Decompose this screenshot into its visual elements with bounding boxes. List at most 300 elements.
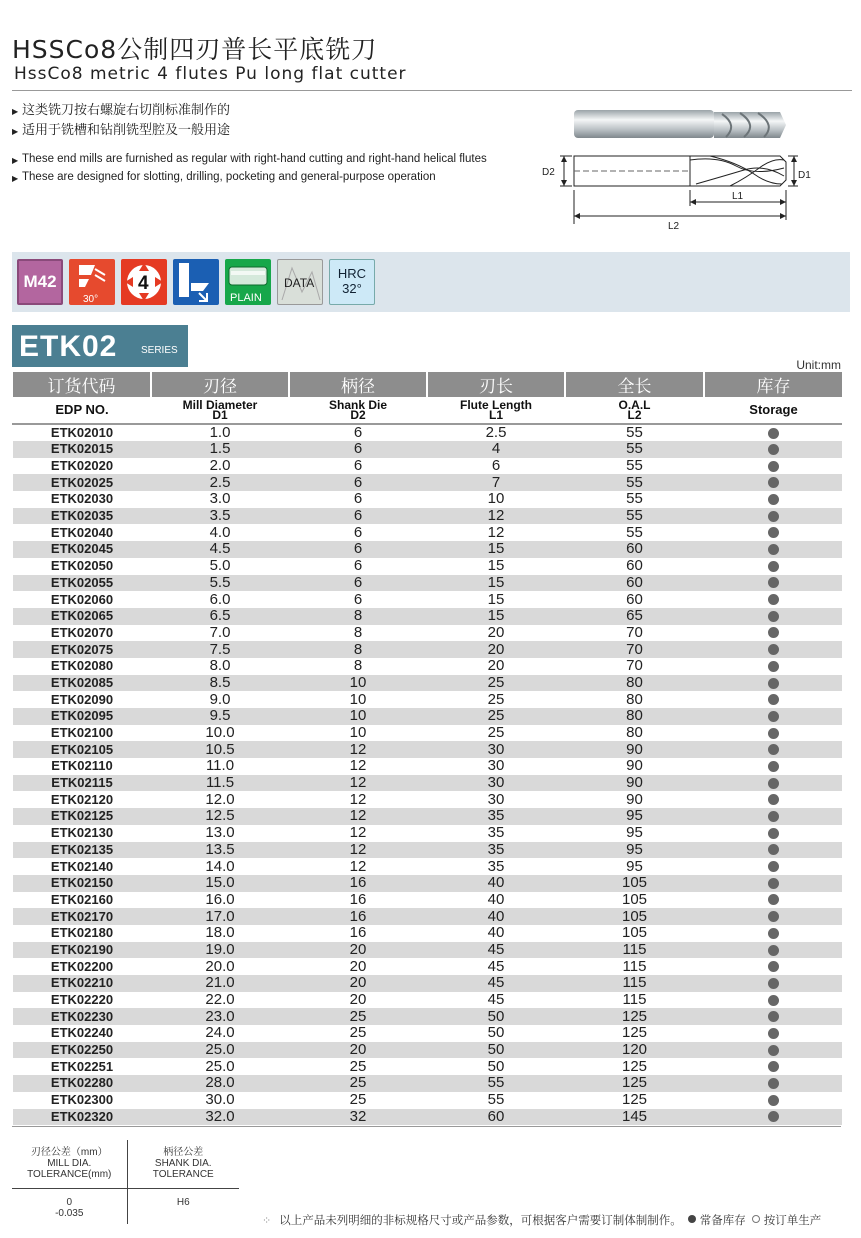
header-l2-en <box>565 397 704 424</box>
storage-cell <box>704 842 842 859</box>
data-sheet-icon <box>277 259 323 305</box>
storage-cell <box>704 925 842 942</box>
feature-text: These end mills are furnished as regular with right-hand cutting and right-hand helical flutes <box>22 153 487 165</box>
mill-tolerance-header <box>12 1140 127 1188</box>
overall-length-cell: 115 <box>565 975 704 992</box>
flute-length-cell: 20 <box>427 658 565 675</box>
flute-length-cell: 45 <box>427 958 565 975</box>
mill-diameter-cell: 25.0 <box>151 1042 289 1059</box>
mill-diameter-cell: 23.0 <box>151 1008 289 1025</box>
plain-shank-icon <box>225 259 271 305</box>
end-mill-drawing <box>540 104 840 234</box>
flute-length-cell: 30 <box>427 758 565 775</box>
storage-cell <box>704 558 842 575</box>
shank-diameter-cell: 6 <box>289 491 427 508</box>
edp-cell: ETK02085 <box>13 675 151 692</box>
edp-cell: ETK02070 <box>13 625 151 642</box>
hardness-icon <box>329 259 375 305</box>
storage-cell <box>704 1025 842 1042</box>
in-stock-dot-icon <box>768 561 779 572</box>
flute-length-cell: 6 <box>427 458 565 475</box>
edp-cell: ETK02110 <box>13 758 151 775</box>
header-text: TOLERANCE <box>152 1169 214 1181</box>
shank-diameter-cell: 16 <box>289 892 427 909</box>
flute-length-cell: 15 <box>427 575 565 592</box>
hrc-label: HRC <box>337 266 367 281</box>
shank-diameter-cell: 20 <box>289 975 427 992</box>
mill-diameter-cell: 24.0 <box>151 1025 289 1042</box>
in-stock-dot-icon <box>768 995 779 1006</box>
overall-length-cell: 90 <box>565 758 704 775</box>
table-row <box>13 741 842 758</box>
flute-count-icon <box>121 259 167 305</box>
mill-diameter-cell: 11.5 <box>151 775 289 792</box>
mill-diameter-cell: 25.0 <box>151 1058 289 1075</box>
flute-length-cell: 55 <box>427 1075 565 1092</box>
storage-cell <box>704 875 842 892</box>
flute-length-cell: 45 <box>427 992 565 1009</box>
overall-length-cell: 125 <box>565 1025 704 1042</box>
overall-length-cell: 60 <box>565 558 704 575</box>
table-row <box>13 441 842 458</box>
in-stock-dot-icon <box>768 828 779 839</box>
table-row <box>13 608 842 625</box>
edp-cell: ETK02320 <box>13 1109 151 1126</box>
overall-length-cell: 125 <box>565 1008 704 1025</box>
bullet-icon: ▶ <box>12 107 19 116</box>
mill-diameter-cell: 8.0 <box>151 658 289 675</box>
header-text: Shank Die <box>328 398 388 412</box>
table-row <box>13 875 842 892</box>
edp-cell: ETK02075 <box>13 641 151 658</box>
dim-l2-label: L2 <box>668 221 680 232</box>
mill-diameter-cell: 11.0 <box>151 758 289 775</box>
header-text: 柄径公差 <box>163 1147 204 1159</box>
in-stock-dot-icon <box>768 894 779 905</box>
in-stock-dot-icon <box>768 928 779 939</box>
overall-length-cell: 105 <box>565 875 704 892</box>
mill-diameter-cell: 12.5 <box>151 808 289 825</box>
header-d1-en <box>151 397 289 424</box>
overall-length-cell: 55 <box>565 474 704 491</box>
flute-length-cell: 40 <box>427 925 565 942</box>
in-stock-dot-icon <box>768 678 779 689</box>
table-row <box>13 1092 842 1109</box>
storage-cell <box>704 758 842 775</box>
mill-diameter-cell: 2.5 <box>151 474 289 491</box>
in-stock-dot-icon <box>768 477 779 488</box>
shank-diameter-cell: 12 <box>289 791 427 808</box>
edp-cell: ETK02035 <box>13 508 151 525</box>
mill-diameter-cell: 22.0 <box>151 992 289 1009</box>
shank-diameter-cell: 12 <box>289 775 427 792</box>
overall-length-cell: 60 <box>565 575 704 592</box>
shank-diameter-cell: 20 <box>289 992 427 1009</box>
shank-tolerance-value <box>127 1188 239 1224</box>
mill-diameter-cell: 9.5 <box>151 708 289 725</box>
table-row <box>13 1058 842 1075</box>
header-edp-cn: 订货代码 <box>13 372 151 397</box>
flute-length-cell: 12 <box>427 508 565 525</box>
overall-length-cell: 115 <box>565 958 704 975</box>
flute-length-cell: 15 <box>427 591 565 608</box>
flute-count-label: 4 <box>138 273 149 294</box>
table-row <box>13 458 842 475</box>
header-text: MILL DIA. <box>47 1158 92 1170</box>
storage-cell <box>704 625 842 642</box>
table-row <box>13 558 842 575</box>
plain-label: PLAIN <box>230 292 262 304</box>
bullet-icon: ▶ <box>12 156 19 165</box>
shank-diameter-cell: 16 <box>289 875 427 892</box>
table-row <box>13 1075 842 1092</box>
mill-diameter-cell: 4.5 <box>151 541 289 558</box>
storage-cell <box>704 1092 842 1109</box>
table-row <box>13 691 842 708</box>
overall-length-cell: 90 <box>565 791 704 808</box>
storage-cell <box>704 725 842 742</box>
storage-cell <box>704 858 842 875</box>
table-row <box>13 474 842 491</box>
hrc-value: 32° <box>342 281 362 296</box>
storage-cell <box>704 791 842 808</box>
flute-length-cell: 4 <box>427 441 565 458</box>
edp-cell: ETK02180 <box>13 925 151 942</box>
in-stock-dot-icon <box>768 978 779 989</box>
header-storage-en <box>704 397 842 424</box>
table-row <box>13 591 842 608</box>
edp-cell: ETK02160 <box>13 892 151 909</box>
edp-cell: ETK02015 <box>13 441 151 458</box>
storage-cell <box>704 491 842 508</box>
storage-cell <box>704 958 842 975</box>
shank-diameter-cell: 25 <box>289 1075 427 1092</box>
header-d2-en <box>289 397 427 424</box>
storage-cell <box>704 942 842 959</box>
edp-cell: ETK02190 <box>13 942 151 959</box>
shank-diameter-cell: 10 <box>289 708 427 725</box>
flute-length-cell: 40 <box>427 892 565 909</box>
overall-length-cell: 115 <box>565 942 704 959</box>
cutting-type-icon <box>173 259 219 305</box>
shank-diameter-cell: 25 <box>289 1025 427 1042</box>
edp-cell: ETK02045 <box>13 541 151 558</box>
mill-diameter-cell: 5.5 <box>151 575 289 592</box>
table-row <box>13 491 842 508</box>
overall-length-cell: 95 <box>565 842 704 859</box>
flute-length-cell: 2.5 <box>427 424 565 441</box>
table-row <box>13 725 842 742</box>
shank-diameter-cell: 6 <box>289 474 427 491</box>
in-stock-dot-icon <box>768 761 779 772</box>
storage-cell <box>704 975 842 992</box>
edp-cell: ETK02030 <box>13 491 151 508</box>
table-row <box>13 1025 842 1042</box>
storage-cell <box>704 775 842 792</box>
edp-cell: ETK02020 <box>13 458 151 475</box>
header-row-en <box>13 397 842 424</box>
in-stock-dot-icon <box>768 844 779 855</box>
series-code: ETK02 <box>19 330 118 363</box>
in-stock-dot-icon <box>768 794 779 805</box>
header-text: Storage <box>749 402 798 417</box>
made-to-order-circle-icon <box>752 1215 760 1223</box>
flute-length-cell: 20 <box>427 641 565 658</box>
shank-diameter-cell: 12 <box>289 808 427 825</box>
mill-diameter-cell: 18.0 <box>151 925 289 942</box>
in-stock-dot-icon <box>768 1111 779 1122</box>
shank-diameter-cell: 8 <box>289 658 427 675</box>
in-stock-dot-icon <box>768 661 779 672</box>
table-row <box>13 942 842 959</box>
storage-cell <box>704 992 842 1009</box>
shank-diameter-cell: 25 <box>289 1092 427 1109</box>
page-title-en: HssCo8 metric 4 flutes Pu long flat cutter <box>14 64 407 84</box>
mill-diameter-cell: 20.0 <box>151 958 289 975</box>
edp-cell: ETK02040 <box>13 524 151 541</box>
storage-cell <box>704 825 842 842</box>
edp-cell: ETK02125 <box>13 808 151 825</box>
edp-cell: ETK02240 <box>13 1025 151 1042</box>
mill-diameter-cell: 6.0 <box>151 591 289 608</box>
table-row <box>13 825 842 842</box>
flute-length-cell: 45 <box>427 942 565 959</box>
storage-cell <box>704 608 842 625</box>
header-symbol: D1 <box>212 408 228 422</box>
storage-cell <box>704 641 842 658</box>
feature-item <box>12 152 532 168</box>
flute-length-cell: 40 <box>427 908 565 925</box>
in-stock-dot-icon <box>768 945 779 956</box>
flute-length-cell: 20 <box>427 625 565 642</box>
storage-cell <box>704 892 842 909</box>
flute-length-cell: 30 <box>427 741 565 758</box>
shank-diameter-cell: 8 <box>289 608 427 625</box>
flute-length-cell: 40 <box>427 875 565 892</box>
overall-length-cell: 90 <box>565 775 704 792</box>
table-row <box>13 892 842 909</box>
overall-length-cell: 80 <box>565 675 704 692</box>
table-row <box>13 508 842 525</box>
shank-diameter-cell: 12 <box>289 858 427 875</box>
header-d2-cn: 柄径 <box>289 372 427 397</box>
tolerance-value-row <box>12 1188 239 1224</box>
edp-cell: ETK02090 <box>13 691 151 708</box>
in-stock-dot-icon <box>768 444 779 455</box>
mill-diameter-cell: 17.0 <box>151 908 289 925</box>
table-row <box>13 808 842 825</box>
feature-item <box>12 170 532 186</box>
mill-diameter-cell: 2.0 <box>151 458 289 475</box>
mill-diameter-cell: 7.0 <box>151 625 289 642</box>
title-divider <box>12 90 852 91</box>
table-row <box>13 791 842 808</box>
table-row <box>13 424 842 441</box>
table-row <box>13 708 842 725</box>
header-symbol: L1 <box>488 408 503 422</box>
overall-length-cell: 145 <box>565 1109 704 1126</box>
shank-diameter-cell: 20 <box>289 958 427 975</box>
shank-diameter-cell: 32 <box>289 1109 427 1126</box>
storage-cell <box>704 424 842 441</box>
shank-diameter-cell: 20 <box>289 942 427 959</box>
flute-length-cell: 7 <box>427 474 565 491</box>
bullet-icon: ▶ <box>12 127 19 136</box>
header-symbol: D2 <box>350 408 366 422</box>
shank-diameter-cell: 12 <box>289 741 427 758</box>
shank-diameter-cell: 6 <box>289 508 427 525</box>
flute-length-cell: 15 <box>427 541 565 558</box>
table-row <box>13 1042 842 1059</box>
header-text: O.A.L <box>618 398 651 412</box>
overall-length-cell: 125 <box>565 1092 704 1109</box>
shank-diameter-cell: 6 <box>289 558 427 575</box>
shank-diameter-cell: 6 <box>289 591 427 608</box>
in-stock-dot-icon <box>768 461 779 472</box>
shank-diameter-cell: 10 <box>289 725 427 742</box>
mill-diameter-cell: 15.0 <box>151 875 289 892</box>
overall-length-cell: 105 <box>565 908 704 925</box>
in-stock-dot-icon <box>688 1215 696 1223</box>
edp-cell: ETK02065 <box>13 608 151 625</box>
table-row <box>13 675 842 692</box>
storage-cell <box>704 1058 842 1075</box>
storage-cell <box>704 741 842 758</box>
storage-cell <box>704 908 842 925</box>
storage-cell <box>704 708 842 725</box>
overall-length-cell: 70 <box>565 625 704 642</box>
flute-length-cell: 25 <box>427 675 565 692</box>
storage-cell <box>704 808 842 825</box>
shank-diameter-cell: 12 <box>289 758 427 775</box>
mill-diameter-cell: 6.5 <box>151 608 289 625</box>
overall-length-cell: 125 <box>565 1058 704 1075</box>
feature-text: 这类铣刀按右螺旋右切削标准制作的 <box>22 102 231 117</box>
edp-cell: ETK02150 <box>13 875 151 892</box>
edp-cell: ETK02135 <box>13 842 151 859</box>
in-stock-dot-icon <box>768 744 779 755</box>
edp-cell: ETK02120 <box>13 791 151 808</box>
mill-diameter-cell: 10.5 <box>151 741 289 758</box>
unit-label: Unit:mm <box>796 358 841 372</box>
mill-diameter-cell: 5.0 <box>151 558 289 575</box>
in-stock-dot-icon <box>768 778 779 789</box>
in-stock-dot-icon <box>768 1061 779 1072</box>
value-text: 0 <box>66 1196 73 1208</box>
in-stock-dot-icon <box>768 1011 779 1022</box>
mill-diameter-cell: 3.0 <box>151 491 289 508</box>
in-stock-dot-icon <box>768 544 779 555</box>
mill-diameter-cell: 16.0 <box>151 892 289 909</box>
flute-length-cell: 50 <box>427 1042 565 1059</box>
flute-length-cell: 25 <box>427 691 565 708</box>
table-row <box>13 1008 842 1025</box>
table-row <box>13 842 842 859</box>
mill-diameter-cell: 21.0 <box>151 975 289 992</box>
edp-cell: ETK02210 <box>13 975 151 992</box>
edp-cell: ETK02220 <box>13 992 151 1009</box>
shank-diameter-cell: 6 <box>289 524 427 541</box>
footnote <box>262 1212 821 1228</box>
storage-cell <box>704 541 842 558</box>
flute-length-cell: 15 <box>427 608 565 625</box>
overall-length-cell: 105 <box>565 892 704 909</box>
edp-cell: ETK02250 <box>13 1042 151 1059</box>
tolerance-header-row <box>12 1140 239 1188</box>
overall-length-cell: 95 <box>565 858 704 875</box>
shank-diameter-cell: 8 <box>289 625 427 642</box>
overall-length-cell: 105 <box>565 925 704 942</box>
overall-length-cell: 70 <box>565 658 704 675</box>
in-stock-dot-icon <box>768 527 779 538</box>
value-text: -0.035 <box>55 1207 84 1219</box>
in-stock-dot-icon <box>768 494 779 505</box>
header-l2-cn: 全长 <box>565 372 704 397</box>
flute-length-cell: 25 <box>427 725 565 742</box>
flute-length-cell: 55 <box>427 1092 565 1109</box>
shank-diameter-cell: 25 <box>289 1008 427 1025</box>
overall-length-cell: 55 <box>565 524 704 541</box>
mill-diameter-cell: 30.0 <box>151 1092 289 1109</box>
in-stock-dot-icon <box>768 728 779 739</box>
data-label: DATA <box>284 276 315 290</box>
material-label: M42 <box>23 272 57 291</box>
header-l1-cn: 刃长 <box>427 372 565 397</box>
tolerance-table <box>12 1140 239 1224</box>
tool-line-drawing <box>560 156 798 224</box>
shank-diameter-cell: 20 <box>289 1042 427 1059</box>
overall-length-cell: 55 <box>565 508 704 525</box>
mill-diameter-cell: 9.0 <box>151 691 289 708</box>
feature-text: 适用于铣槽和钻削铣型腔及一般用途 <box>22 122 231 137</box>
helix-angle-label: 30° <box>83 294 99 305</box>
overall-length-cell: 55 <box>565 441 704 458</box>
edp-cell: ETK02025 <box>13 474 151 491</box>
header-l1-en <box>427 397 565 424</box>
dim-d2-label: D2 <box>542 167 555 178</box>
mill-diameter-cell: 14.0 <box>151 858 289 875</box>
footnote-text: 以上产品未列明细的非标规格尺寸或产品参数，可根据客户需要订制体制制作。 <box>279 1215 682 1227</box>
shank-diameter-cell: 6 <box>289 458 427 475</box>
in-stock-dot-icon <box>768 911 779 922</box>
table-row <box>13 975 842 992</box>
storage-cell <box>704 458 842 475</box>
edp-cell: ETK02050 <box>13 558 151 575</box>
table-bottom-rule <box>12 1126 841 1127</box>
storage-cell <box>704 658 842 675</box>
table-row <box>13 758 842 775</box>
in-stock-dot-icon <box>768 1045 779 1056</box>
edp-cell: ETK02170 <box>13 908 151 925</box>
header-text: SHANK DIA. <box>154 1158 212 1170</box>
table-row <box>13 1109 842 1126</box>
edp-cell: ETK02140 <box>13 858 151 875</box>
edp-cell: ETK02060 <box>13 591 151 608</box>
flute-length-cell: 50 <box>427 1058 565 1075</box>
flute-length-cell: 30 <box>427 791 565 808</box>
flute-length-cell: 35 <box>427 858 565 875</box>
table-row <box>13 992 842 1009</box>
in-stock-dot-icon <box>768 611 779 622</box>
mill-diameter-cell: 7.5 <box>151 641 289 658</box>
stock-legend-label: 常备库存 <box>699 1215 746 1227</box>
header-text: TOLERANCE(mm) <box>27 1169 112 1181</box>
in-stock-dot-icon <box>768 711 779 722</box>
overall-length-cell: 55 <box>565 491 704 508</box>
table-row <box>13 625 842 642</box>
overall-length-cell: 60 <box>565 541 704 558</box>
spec-table-body <box>13 424 842 1125</box>
